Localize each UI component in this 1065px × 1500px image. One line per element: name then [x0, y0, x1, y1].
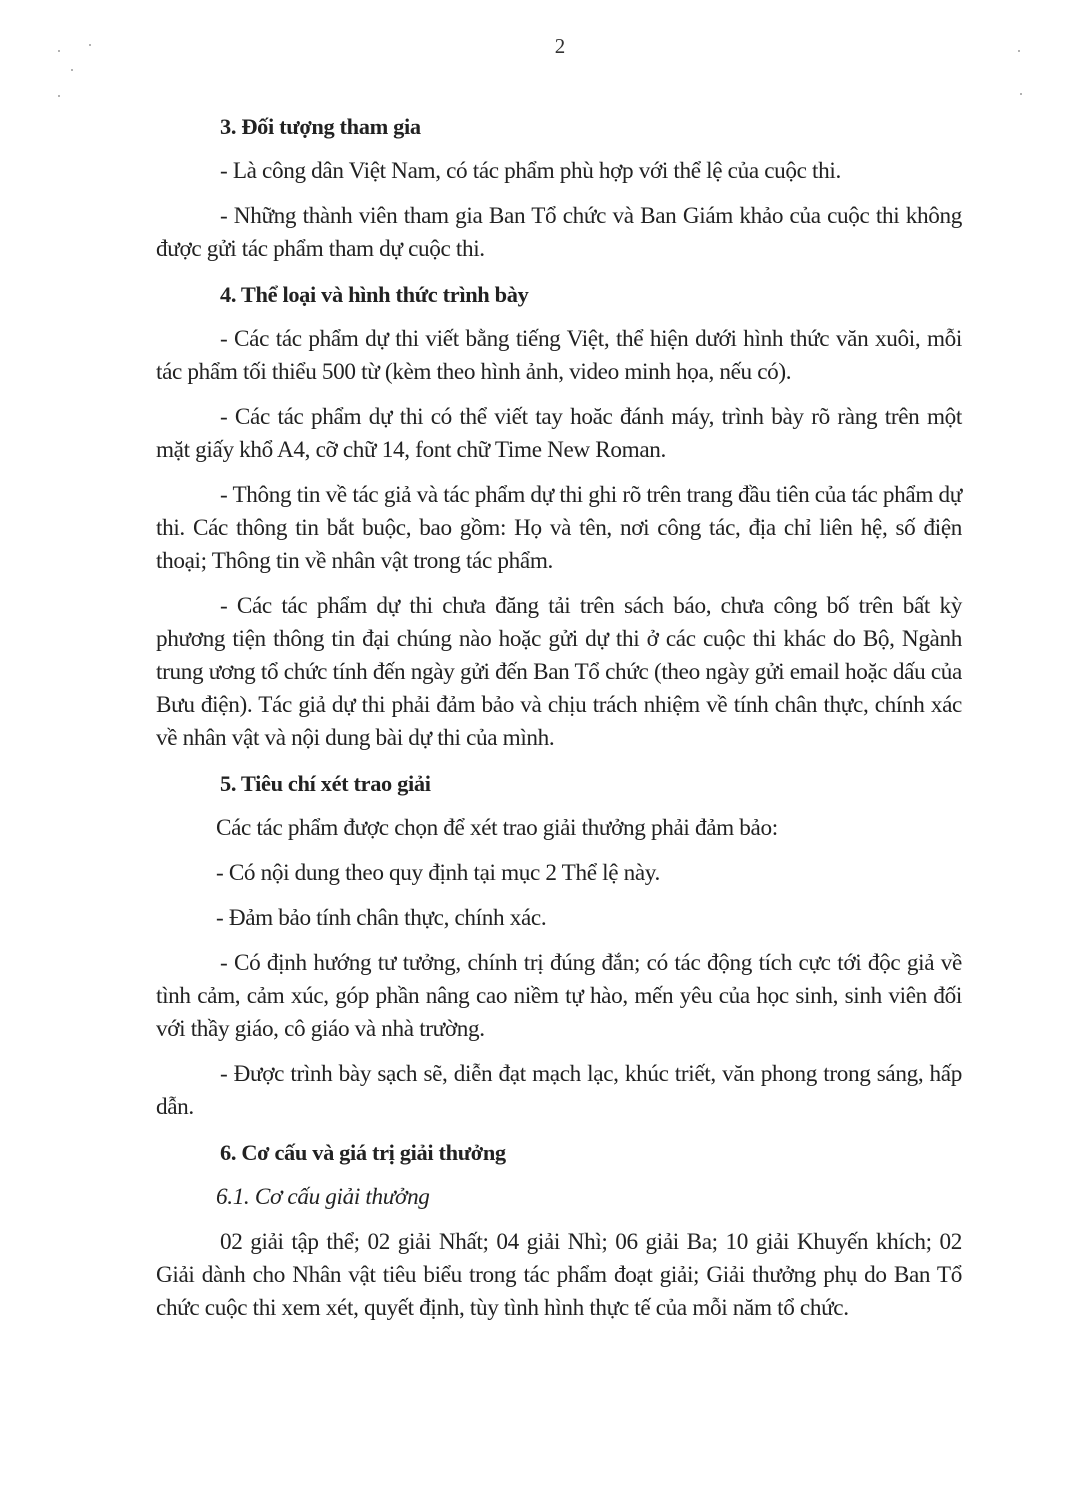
- criteria-item: - Đảm bảo tính chân thực, chính xác.: [216, 905, 547, 931]
- section-heading: 3. Đối tượng tham gia: [220, 114, 421, 139]
- criteria-item: - Có nội dung theo quy định tại mục 2 Thể lệ này.: [216, 860, 660, 886]
- section-heading: 5. Tiêu chí xét trao giải: [220, 771, 431, 796]
- section-genre-format: [156, 278, 962, 755]
- paragraph: - Các tác phẩm dự thi viết bằng tiếng Việt, thể hiện dưới hình thức văn xuôi, mỗi tác phẩm tối thiểu 500 từ (kèm theo hình ảnh, video minh họa, nếu có).: [156, 326, 962, 385]
- section-award-criteria: [156, 767, 962, 1124]
- paragraph: - Được trình bày sạch sẽ, diễn đạt mạch lạc, khúc triết, văn phong trong sáng, hấp dẫn.: [156, 1061, 962, 1120]
- section-participants: [156, 110, 962, 266]
- paragraph: - Là công dân Việt Nam, có tác phẩm phù hợp với thể lệ của cuộc thi.: [220, 158, 841, 184]
- paragraph: - Các tác phẩm dự thi chưa đăng tải trên sách báo, chưa công bố trên bất kỳ phương tiện thông tin đại chúng nào hoặc gửi dự thi ở các cuộc thi khác do Bộ, Ngành trung ương tổ chức tính đến ngày gửi đến Ban Tổ chức (theo ngày gửi email hoặc dấu của Bưu điện). Tác giả dự thi phải đảm bảo và chịu trách nhiệm về tính chân thực, chính xác về nhân vật và nội dung bài dự thi của mình.: [156, 593, 962, 751]
- paragraph-intro: Các tác phẩm được chọn để xét trao giải thưởng phải đảm bảo:: [216, 815, 778, 841]
- paragraph: - Những thành viên tham gia Ban Tổ chức và Ban Giám khảo của cuộc thi không được gửi tác phẩm tham dự cuộc thi.: [156, 203, 962, 262]
- paragraph: - Có định hướng tư tưởng, chính trị đúng đắn; có tác động tích cực tới độc giả về tình cảm, cảm xúc, góp phần nâng cao niềm tự hào, mến yêu của học sinh, sinh viên đối với thầy giáo, cô giáo và nhà trường.: [156, 950, 962, 1042]
- scan-speck: [71, 69, 73, 71]
- scan-speck: [58, 95, 60, 97]
- paragraph: - Thông tin về tác giả và tác phẩm dự thi ghi rõ trên trang đầu tiên của tác phẩm dự thi. Các thông tin bắt buộc, bao gồm: Họ và tên, nơi công tác, địa chỉ liên hệ, số điện thoại; Thông tin về nhân vật trong tác phẩm.: [156, 482, 962, 574]
- paragraph: - Các tác phẩm dự thi có thể viết tay hoăc đánh máy, trình bày rõ ràng trên một mặt giấy khổ A4, cỡ chữ 14, font chữ Time New Roman.: [156, 404, 962, 463]
- section-prize-structure: [156, 1136, 962, 1325]
- paragraph: 02 giải tập thể; 02 giải Nhất; 04 giải Nhì; 06 giải Ba; 10 giải Khuyến khích; 02 Giải dành cho Nhân vật tiêu biểu trong tác phẩm đoạt giải; Giải thưởng phụ do Ban Tổ chức cuộc thi xem xét, quyết định, tùy tình hình thực tế của mỗi năm tổ chức.: [156, 1229, 962, 1321]
- scan-speck: [1020, 93, 1022, 95]
- subsection-heading: 6.1. Cơ cấu giải thưởng: [216, 1184, 430, 1210]
- section-heading: 6. Cơ cấu và giá trị giải thưởng: [220, 1140, 506, 1165]
- page-number: 2: [554, 34, 566, 58]
- document-body: [156, 110, 962, 1337]
- section-heading: 4. Thể loại và hình thức trình bày: [220, 282, 529, 307]
